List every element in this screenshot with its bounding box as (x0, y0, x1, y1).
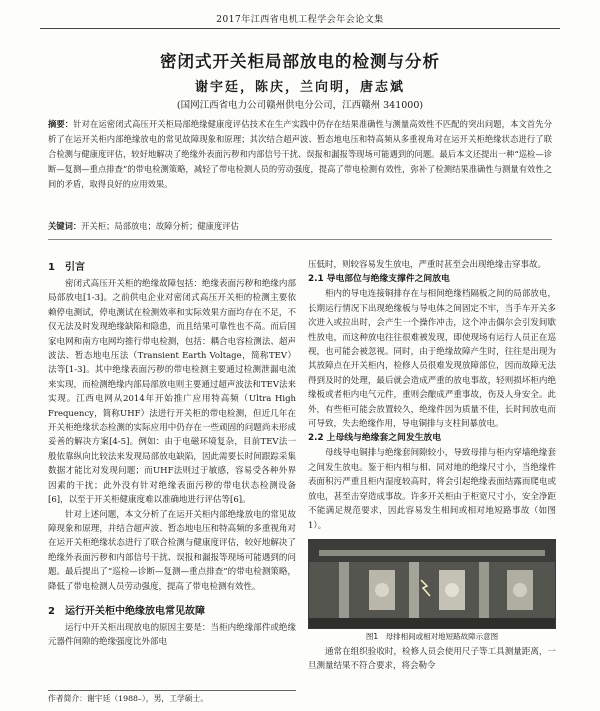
paper-affiliation: (国网江西省电力公司赣州供电分公司，江西赣州 341000) (176, 100, 424, 111)
right-column (308, 258, 556, 706)
subsection-2-1-heading: 2.1 导电部位与绝缘支撑件之间放电 (308, 274, 450, 285)
subsection-2-1-paragraph: 柜内的导电连接铜排存在与相间绝缘档隔板之间的局部放电，长期运行情况下出现绝缘板与导电体之间固定不牢，当手车开关多次进入或拉出时，会产生一个操作冲击，这个冲击偶尔会引发间歇性放电，而这种放电往往很难被发现，即使现场有运行人员正在巡视，也可能会被忽视。同时，由于绝缘故障产生时，往往是出现为其放障点在开关柜内，检修人员很难发现放障部位，因而故障无法得到及时的处理，最后就会造成严重的放电事故，轻则损坏柜内绝缘板或者柜内电气元件，重则会酿成严重事故，伤及人身安全。此外，有些柜可能会放置较久，绝缘件因为质量不佳，长时间放电而可导致，失去绝缘作用，导电铜排与支柱间暴放电。 (308, 289, 556, 430)
abstract (48, 117, 552, 192)
abstract-text: 针对在运密闭式高压开关柜局部绝缘健康度评估技术在生产实践中仍存在结果准确性与测量高效性不匹配的突出问题，本文首先分析了在运开关柜内部绝缘放电的常见故障现象和原理；其次结合超声波、暂态地电压和特高频从多重视角对在运开关柜绝缘状态进行了联合检测与健康度评估，较好地解决了绝缘外表面污秽和内部信号干扰、误报和漏报等现场可能遇到的问题。最后本文还提出一种“巡检—诊断—复测—重点排查”的带电检测策略，减轻了带电检测人员的劳动强度，提高了带电检测有效性，弥补了检测结果准确性与测量有效性之间的矛盾，取得良好的应用效果。 (48, 119, 552, 189)
section-1-paragraph-2: 针对上述问题，本文分析了在运开关柜内部绝缘放电的常见故障现象和原理，并结合超声波、暂态地电压和特高频的多重视角对在运开关柜绝缘状态进行了联合检测与健康度评估，较好地解决了绝缘外表面污秽和内部信号干扰、误报和漏报等现场可能遇到的问题。最后提出了“巡检—诊断—复测—重点排查”的带电检测策略，降低了带电检测人员劳动强度，提高了带电检测有效性。 (48, 509, 296, 592)
abstract-label: 摘要： (48, 119, 74, 129)
left-column (48, 258, 296, 706)
section-2-paragraph-1: 运行中开关柜出现放电的原因主要是：当柜内绝缘部件或绝缘元器件间隙的绝缘强度比外部电 (48, 622, 296, 648)
paper-title: 密闭式开关柜局部放电的检测与分析 (160, 52, 440, 71)
section-1-paragraph-1: 密闭式高压开关柜的绝缘故障包括：绝缘表面污秽和绝缘内部局部放电[1-3]。之前供电企业对密闭式高压开关柜的检测主要依赖停电测试，停电测试在检测效率和实际效果方面均存在不足，不仅无法及时发现绝缘缺陷和隐患，而且结果可靠性也不高。而后国家电网和南方电网均推行带电检测，包括：耦合电容检测法、超声波法、暂态地电压法（Transient Earth Voltage，简称TEV）法等[1-3]。其中绝缘表面污秽的带电检测主要通过检测泄漏电流来实现，而检测绝缘内部局部放电则主要通过超声波法和TEV法来实现。江西电网从2014年开始推广应用特高频（Ultra High Frequency，简称UHF）法进行开关柜的带电检测，但近几年在开关柜绝缘状态检测的实际应用中仍存在一些顽固的问题尚未形成妥善的解决方案[4-5]。例如：由于电磁环境复杂，目前TEV法一般依靠纵向比较法来发现局部放电缺陷，因此需要长时间跟踪采集数据才能比对发现问题；而UHF法则过于敏感，容易受各种外界因素的干扰；此外没有针对绝缘表面污秽的带电状态检测设备[6]，以至于开关柜健康度难以准确地进行评估等[6]。 (48, 279, 296, 506)
abstract-divider (48, 239, 552, 240)
switchgear-photo-graphic (309, 540, 555, 628)
subsection-2-2-heading: 2.2 上母线与绝缘套之间发生放电 (308, 433, 442, 444)
figure-1-caption: 图1 母排相间或相对地短路故障示意图 (365, 631, 499, 641)
subsection-2-2-paragraph: 母线导电铜排与绝缘套间隙较小，导致母排与柜内穿墙绝缘套之间发生放电。鉴于柜内相与相、同对地的绝缘尺寸小，当绝缘件表面积污严重且柜内湿度较高时，将会引起绝缘表面结露而爬电或放电，甚至击穿造成事故。许多开关柜由于柜宽尺寸小，安全净距不能满足规范要求，因此容易发生相间或相对地短路事故（如图1）。 (308, 448, 556, 531)
figure-1-photo (308, 539, 556, 629)
author-footnote: 作者简介：谢宇廷（1988–），男，工学硕士。 (48, 690, 296, 706)
keywords (48, 219, 552, 233)
section-2-heading: 2 运行开关柜中绝缘放电常见故障 (48, 605, 205, 617)
keywords-text: 开关柜；局部放电；故障分析；健康度评估 (81, 221, 239, 231)
keywords-label: 关键词： (48, 221, 82, 231)
section-1-heading: 1 引言 (48, 262, 85, 273)
section-2-paragraph-1-cont: 压低时，则较容易发生放电，严重时甚至会出现绝缘击穿事故。 (308, 260, 547, 270)
running-header: 2017年江西省电机工程学会年会论文集 (40, 12, 560, 29)
paper-authors: 谢宇廷，陈庆，兰向明，唐志斌 (194, 80, 405, 95)
after-figure-paragraph: 通常在组织验收时，检修人员会使用尺子等工具测量距离，一旦测量结果不符合要求，将会勒令 (308, 646, 556, 672)
